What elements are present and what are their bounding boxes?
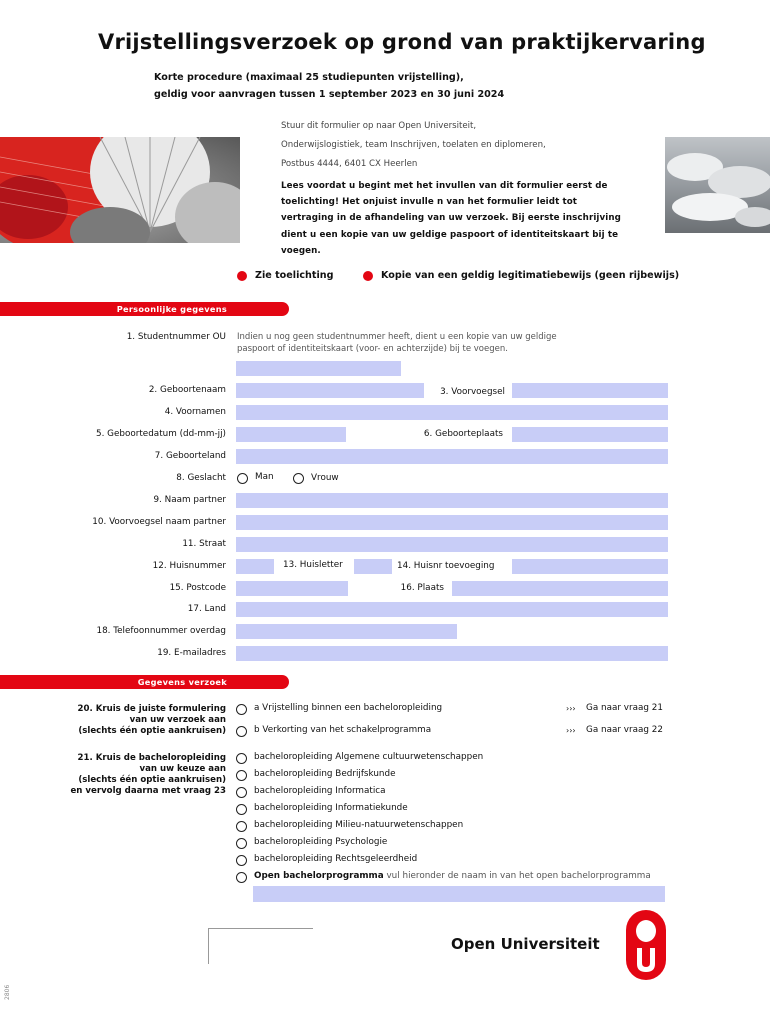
q21-line-2: van uw keuze aan: [139, 764, 226, 774]
logo-text: Open Universiteit: [451, 935, 600, 953]
radio-q21-option[interactable]: [236, 821, 247, 832]
label-plaats: 16. Plaats: [400, 583, 444, 593]
section-personal-header: Persoonlijke gegevens: [0, 302, 289, 316]
label-geboortenaam: 2. Geboortenaam: [148, 385, 226, 395]
address-line-2: Onderwijslogistiek, team Inschrijven, toelaten en diplomeren,: [281, 140, 546, 150]
legend-toelichting: [237, 270, 333, 281]
shells-photo: [0, 137, 240, 243]
plaats-field[interactable]: [452, 581, 668, 596]
postcode-field[interactable]: [236, 581, 348, 596]
radio-q21-option[interactable]: [236, 787, 247, 798]
red-dot-icon: [363, 271, 373, 281]
ou-logo-icon: [626, 910, 666, 984]
label-huisletter: 13. Huisletter: [283, 560, 343, 570]
radio-q21-option[interactable]: [236, 770, 247, 781]
radio-man[interactable]: [237, 473, 248, 484]
studentnummer-field[interactable]: [236, 361, 401, 376]
legend-label-2: Kopie van een geldig legitimatiebewijs (geen rijbewijs): [381, 270, 680, 281]
label-naam-partner: 9. Naam partner: [153, 495, 226, 505]
label-straat: 11. Straat: [182, 539, 226, 549]
huisletter-field[interactable]: [354, 559, 392, 574]
red-dot-icon: [237, 271, 247, 281]
q20-line-1: 20. Kruis de juiste formulering: [77, 704, 226, 714]
voornamen-field[interactable]: [236, 405, 668, 420]
label-q21: [70, 753, 226, 797]
q21-line-1: 21. Kruis de bacheloropleiding: [77, 753, 226, 763]
label-q20-a: a Vrijstelling binnen een bacheloropleiding: [254, 703, 443, 713]
huisnummer-field[interactable]: [236, 559, 274, 574]
address-line-3: Postbus 4444, 6401 CX Heerlen: [281, 159, 418, 169]
label-man: Man: [255, 472, 274, 482]
voorvoegsel-field[interactable]: [512, 383, 668, 398]
section-request-header: Gegevens verzoek: [0, 675, 289, 689]
goto-arrows-icon: ›››: [566, 726, 576, 735]
clouds-photo: [665, 137, 770, 233]
label-open-bachelor: Open bachelorprogramma: [254, 871, 384, 881]
label-land: 17. Land: [187, 604, 226, 614]
label-emailadres: 19. E-mailadres: [157, 648, 226, 658]
label-geboortedatum: 5. Geboortedatum (dd-mm-jj): [95, 429, 226, 439]
label-vrouw: Vrouw: [311, 473, 339, 483]
label-q21-option: bacheloropleiding Psychologie: [254, 837, 388, 847]
q20-line-3: (slechts één optie aankruisen): [78, 726, 226, 736]
telefoonnummer-field[interactable]: [236, 624, 457, 639]
emailadres-field[interactable]: [236, 646, 668, 661]
label-q21-option: bacheloropleiding Bedrijfskunde: [254, 769, 396, 779]
legend-kopie: [363, 270, 679, 281]
radio-q20-a[interactable]: [236, 704, 247, 715]
label-q21-option: bacheloropleiding Milieu-natuurwetenschappen: [254, 820, 464, 830]
straat-field[interactable]: [236, 537, 668, 552]
label-q20-b: b Verkorting van het schakelprogramma: [254, 725, 432, 735]
label-geboorteplaats: 6. Geboorteplaats: [423, 429, 503, 439]
label-geslacht: 8. Geslacht: [176, 473, 226, 483]
label-voorvoegsel: 3. Voorvoegsel: [440, 387, 505, 397]
intro-text: Lees voordat u begint met het invullen van dit formulier eerst de toelichting! Het onjuist invulle n van het formulier leidt tot vertraging in de afhandeling van uw verzoek. Bij eerste inschrijving dient u een kopie van uw geldige paspoort of identiteitskaart bij te voegen.: [281, 181, 621, 256]
label-studentnummer: 1. Studentnummer OU: [126, 332, 226, 342]
label-huisnr-toevoeging: 14. Huisnr toevoeging: [397, 561, 495, 571]
voorvoegsel-partner-field[interactable]: [236, 515, 668, 530]
geboorteland-field[interactable]: [236, 449, 668, 464]
mailing-address: [281, 117, 546, 174]
form-code: 2806: [4, 984, 11, 1000]
subtitle-line-2: geldig voor aanvragen tussen 1 september 2023 en 30 juni 2024: [154, 89, 505, 100]
goto-q21: Ga naar vraag 21: [586, 703, 663, 713]
radio-q21-option[interactable]: [236, 838, 247, 849]
geboortenaam-field[interactable]: [236, 383, 424, 398]
label-voorvoegsel-partner: 10. Voorvoegsel naam partner: [92, 517, 226, 527]
goto-arrows-icon: ›››: [566, 704, 576, 713]
open-bachelor-row: [254, 871, 651, 881]
subtitle-line-1: Korte procedure (maximaal 25 studiepunten vrijstelling),: [154, 72, 464, 83]
q20-line-2: van uw verzoek aan: [129, 715, 226, 725]
label-geboorteland: 7. Geboorteland: [154, 451, 226, 461]
naam-partner-field[interactable]: [236, 493, 668, 508]
page-subtitle: [154, 69, 504, 103]
label-q21-option: bacheloropleiding Algemene cultuurwetenschappen: [254, 752, 484, 762]
geboorteplaats-field[interactable]: [512, 427, 668, 442]
address-line-1: Stuur dit formulier op naar Open Universiteit,: [281, 121, 477, 131]
land-field[interactable]: [236, 602, 668, 617]
label-huisnummer: 12. Huisnummer: [152, 561, 226, 571]
label-voornamen: 4. Voornamen: [164, 407, 226, 417]
studentnummer-note: Indien u nog geen studentnummer heeft, dient u een kopie van uw geldige paspoort of identiteitskaart (voor- en achterzijde) bij te voegen.: [237, 332, 557, 354]
label-telefoonnummer: 18. Telefoonnummer overdag: [96, 626, 226, 636]
radio-q20-b[interactable]: [236, 726, 247, 737]
label-q21-option: bacheloropleiding Rechtsgeleerdheid: [254, 854, 418, 864]
radio-q21-option[interactable]: [236, 855, 247, 866]
goto-q22: Ga naar vraag 22: [586, 725, 663, 735]
label-q21-option: bacheloropleiding Informatica: [254, 786, 386, 796]
legend-label-1: Zie toelichting: [255, 270, 334, 281]
geboortedatum-field[interactable]: [236, 427, 346, 442]
huisnr-toevoeging-field[interactable]: [512, 559, 668, 574]
q21-line-4: en vervolg daarna met vraag 23: [70, 786, 226, 796]
open-bachelor-field[interactable]: [253, 886, 665, 902]
q21-line-3: (slechts één optie aankruisen): [78, 775, 226, 785]
label-q20: [78, 704, 227, 737]
label-q21-option: bacheloropleiding Informatiekunde: [254, 803, 408, 813]
radio-q21-option[interactable]: [236, 804, 247, 815]
label-postcode: 15. Postcode: [169, 583, 226, 593]
open-bachelor-note: vul hieronder de naam in van het open bachelorprogramma: [386, 871, 651, 881]
radio-q21-option[interactable]: [236, 753, 247, 764]
page-title: Vrijstellingsverzoek op grond van praktijkervaring: [98, 30, 706, 54]
radio-open-bachelor[interactable]: [236, 872, 247, 883]
footer-corner-mark: [208, 928, 313, 964]
radio-vrouw[interactable]: [293, 473, 304, 484]
